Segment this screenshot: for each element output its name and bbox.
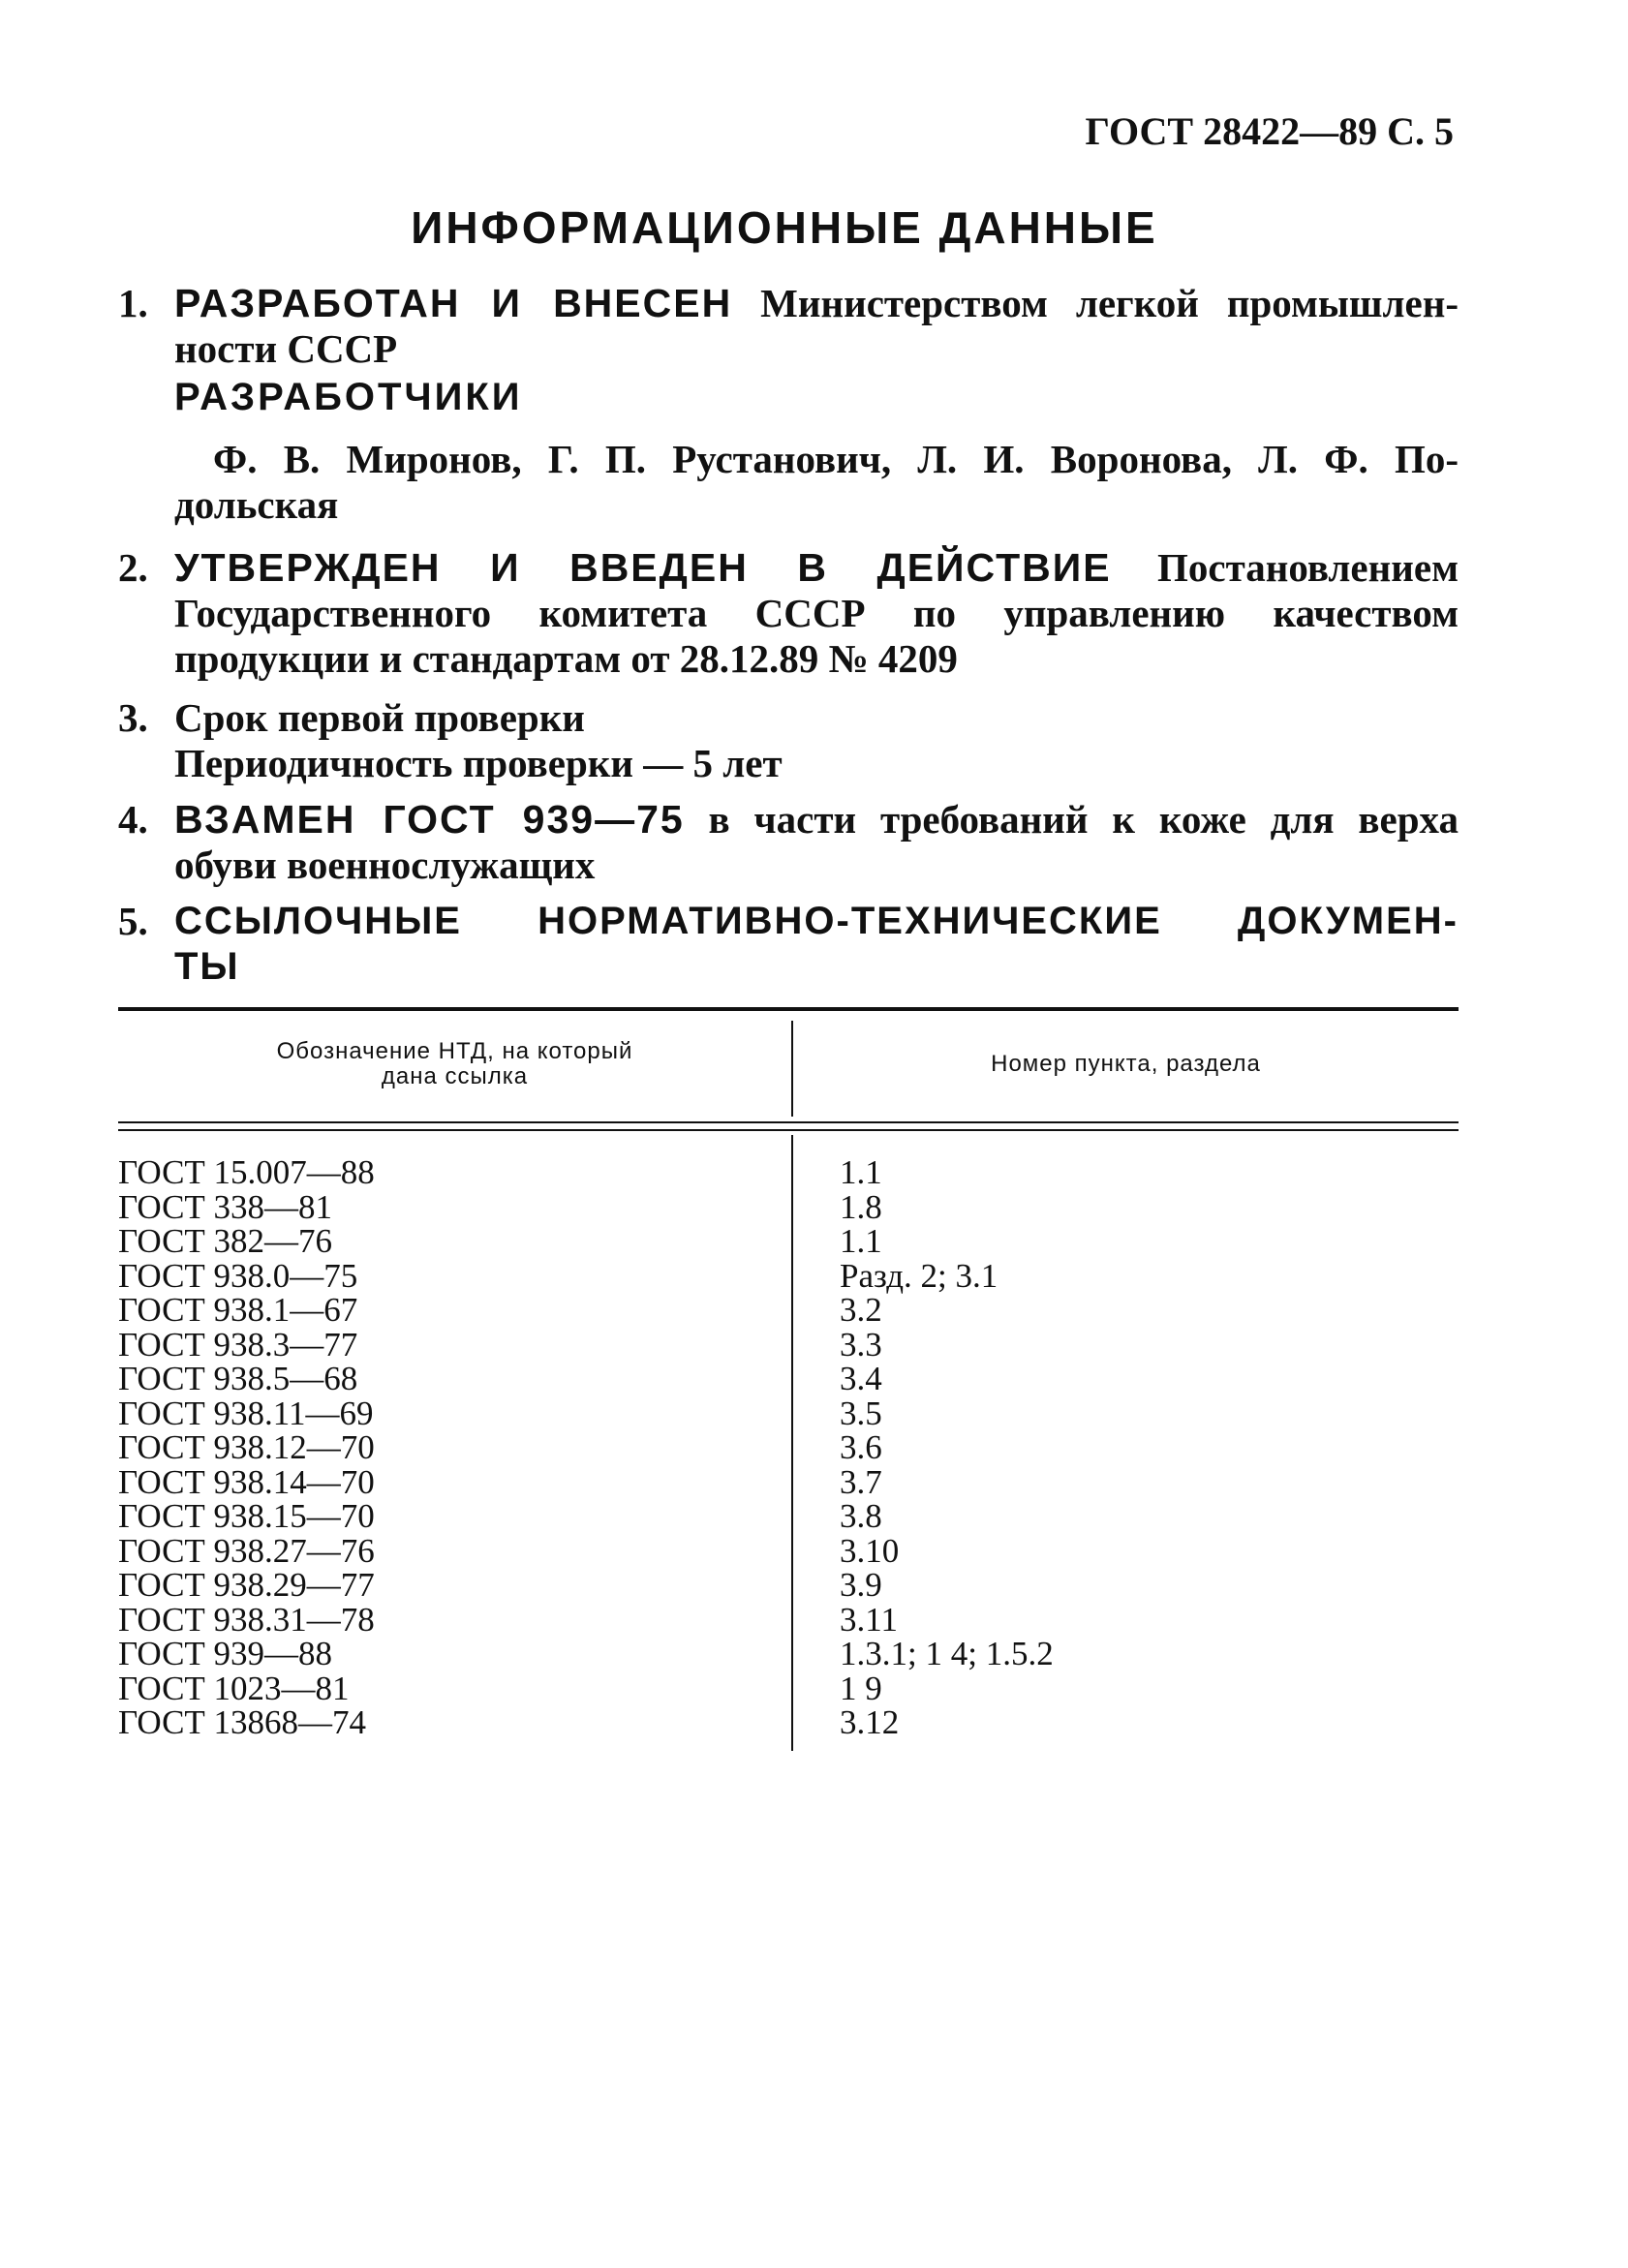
document-designation: ГОСТ 938.3—77 — [118, 1325, 358, 1364]
header-rule-1 — [118, 1121, 1459, 1123]
document-designation: ГОСТ 15.007—88 — [118, 1153, 375, 1191]
item-1-line-1 — [174, 281, 1459, 326]
document-designation: ГОСТ 938.14—70 — [118, 1462, 375, 1501]
clause-number: 3.4 — [840, 1360, 882, 1397]
clause-number: 1.1 — [840, 1153, 882, 1191]
table-row — [118, 1396, 1459, 1431]
clause-number: 3.10 — [840, 1531, 900, 1570]
clause-number: 1.8 — [840, 1187, 882, 1226]
clause-number: 3.6 — [840, 1428, 882, 1466]
document-designation: ГОСТ 382—76 — [118, 1222, 333, 1260]
document-designation: ГОСТ 938.27—76 — [118, 1531, 375, 1570]
document-designation: ГОСТ 938.29—77 — [118, 1566, 375, 1604]
item-5-caps-1: ССЫЛОЧНЫЕ НОРМАТИВНО-ТЕХНИЧЕСКИЕ ДОКУМЕН- — [174, 900, 1459, 942]
item-5-caps-2: ТЫ — [174, 945, 240, 988]
references-table — [118, 1007, 1459, 1753]
clause-number: Разд. 2; 3.1 — [840, 1256, 998, 1295]
item-number: 2. — [118, 545, 148, 590]
table-row — [118, 1637, 1459, 1671]
clause-number: 3.12 — [840, 1703, 900, 1741]
item-1-caps: РАЗРАБОТАН И ВНЕСЕН — [174, 281, 733, 325]
document-designation: ГОСТ 938.11—69 — [118, 1394, 374, 1432]
clause-number: 1 9 — [840, 1669, 882, 1707]
item-1-text-1: Министерством легкой промышлен- — [760, 281, 1459, 325]
item-2-text-3: продукции и стандартам от 28.12.89 № 4209 — [174, 636, 958, 681]
item-3 — [118, 695, 1459, 786]
developers-list — [174, 437, 1459, 528]
item-number: 1. — [118, 281, 148, 325]
column-header-document-line-1: Обозначение НТД, на который — [276, 1038, 633, 1064]
item-4-text-2: обуви военнослужащих — [174, 843, 596, 887]
table-row — [118, 1155, 1459, 1190]
clause-number: 3.3 — [840, 1325, 882, 1364]
table-row — [118, 1600, 1459, 1639]
document-designation: ГОСТ 938.15—70 — [118, 1497, 375, 1535]
item-1-text-2: ности СССР — [174, 326, 398, 371]
clause-number: 3.2 — [840, 1291, 882, 1329]
table-row — [118, 1568, 1459, 1603]
page-title: ИНФОРМАЦИОННЫЕ ДАННЫЕ — [411, 202, 1158, 253]
developers-line-1: Ф. В. Миронов, Г. П. Рустанович, Л. И. Воронова, Л. Ф. По- — [213, 437, 1459, 481]
clause-number: 3.9 — [840, 1566, 882, 1604]
item-2-caps: УТВЕРЖДЕН И ВВЕДЕН В ДЕЙСТВИЕ — [174, 545, 1112, 590]
developers-line-2: дольская — [174, 482, 339, 527]
table-row — [118, 1256, 1459, 1295]
document-designation: ГОСТ 13868—74 — [118, 1703, 367, 1741]
item-4 — [118, 797, 1459, 888]
column-header-reference: Номер пункта, раздела — [991, 1051, 1261, 1077]
table-row — [118, 1705, 1459, 1740]
header-rule-2 — [118, 1129, 1459, 1131]
column-header-document-line-2: дана ссылка — [381, 1063, 529, 1089]
table-row — [118, 1325, 1459, 1364]
item-2-text-1: Постановлением — [1157, 545, 1459, 590]
item-1 — [118, 281, 1459, 372]
item-3-text-1: Срок первой проверки — [174, 695, 585, 740]
developers-heading: РАЗРАБОТЧИКИ — [174, 376, 523, 418]
document-designation: ГОСТ 938.5—68 — [118, 1360, 358, 1397]
clause-number: 1.1 — [840, 1222, 882, 1260]
table-body — [118, 1155, 1459, 1740]
table-row — [118, 1430, 1459, 1465]
table-row — [118, 1362, 1459, 1396]
document-code: ГОСТ 28422—89 С. 5 — [1085, 109, 1454, 153]
table-row — [118, 1224, 1459, 1259]
clause-number: 3.7 — [840, 1462, 882, 1501]
document-designation: ГОСТ 938.1—67 — [118, 1291, 358, 1329]
table-row — [118, 1499, 1459, 1534]
table-row — [118, 1462, 1459, 1501]
item-3-text-2: Периодичность проверки — 5 лет — [174, 741, 783, 785]
item-5 — [118, 899, 1459, 990]
document-designation: ГОСТ 338—81 — [118, 1187, 333, 1226]
item-2-line-1 — [174, 545, 1459, 591]
clause-number: 3.8 — [840, 1497, 882, 1535]
item-number: 3. — [118, 695, 148, 740]
item-4-line-1 — [174, 797, 1459, 843]
table-row — [118, 1531, 1459, 1570]
column-header-document — [118, 1007, 791, 1121]
clause-number: 3.5 — [840, 1394, 882, 1432]
item-4-text-1: в части требований к коже для верха — [708, 797, 1459, 842]
document-designation: ГОСТ 938.0—75 — [118, 1256, 358, 1295]
table-row — [118, 1671, 1459, 1706]
item-2-text-2: Государственного комитета СССР по управлению качеством — [174, 591, 1459, 635]
clause-number: 1.3.1; 1 4; 1.5.2 — [840, 1635, 1054, 1672]
item-number: 5. — [118, 899, 148, 943]
item-number: 4. — [118, 797, 148, 842]
document-designation: ГОСТ 939—88 — [118, 1635, 333, 1672]
clause-number: 3.11 — [840, 1600, 898, 1639]
document-designation: ГОСТ 938.31—78 — [118, 1600, 375, 1639]
document-designation: ГОСТ 938.12—70 — [118, 1428, 375, 1466]
table-row — [118, 1187, 1459, 1226]
table-row — [118, 1293, 1459, 1328]
document-designation: ГОСТ 1023—81 — [118, 1669, 350, 1707]
item-4-caps: ВЗАМЕН ГОСТ 939—75 — [174, 797, 685, 842]
item-2 — [118, 545, 1459, 682]
